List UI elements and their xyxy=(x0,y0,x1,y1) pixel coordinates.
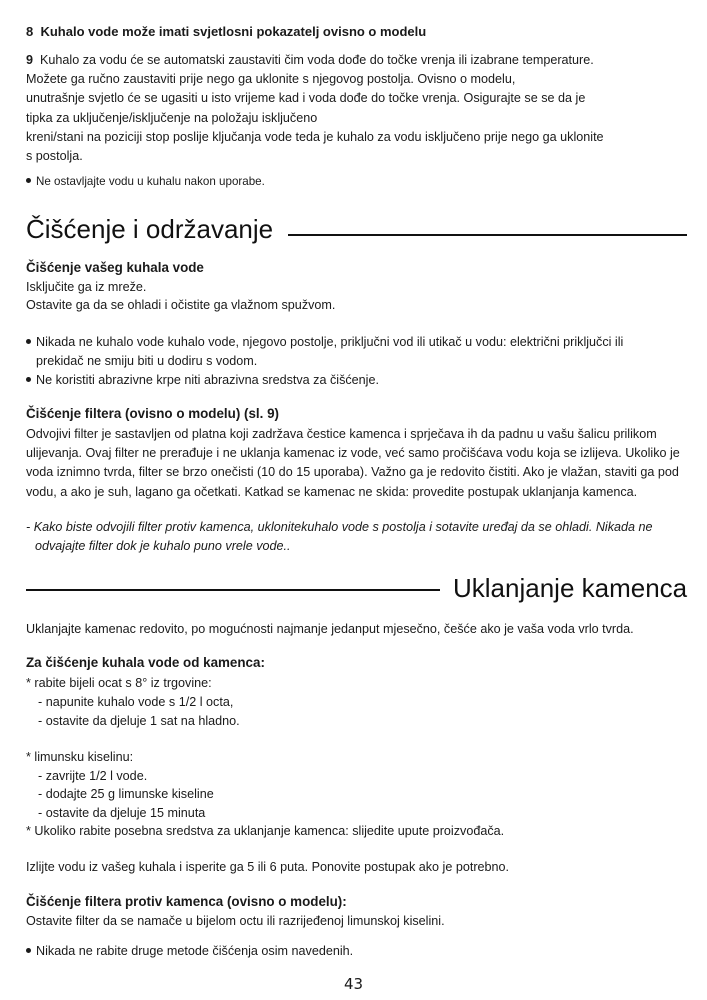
section-title-cleaning: Čišćenje i održavanje xyxy=(26,214,274,244)
cleaning-filter-text xyxy=(26,425,680,502)
paragraph-line: ulijevanja. Ovaj filter ne prerađuje i ne uklanja kamenac iz vode, već samo pročišćava vodu koja se izlijeva. Ukoliko je xyxy=(26,446,680,461)
item-9 xyxy=(26,51,604,166)
paragraph-line: voda iznimno tvrda, filter se brzo onečisti (10 do 15 uporaba). Važno ga je redovito čistiti. Ako je vlažan, staviti ga pod xyxy=(26,465,679,480)
descaling-kettle-heading: Za čišćenje kuhala vode od kamenca: xyxy=(26,655,265,670)
item-8-text: Kuhalo vode može imati svjetlosni pokazatelj ovisno o modelu xyxy=(40,24,427,39)
bullet-text: Nikada ne rabite druge metode čišćenja osim navedenih. xyxy=(36,944,354,958)
cleaning-kettle-text xyxy=(26,278,335,315)
vinegar-instructions xyxy=(26,674,240,730)
item-8-number: 8 xyxy=(26,24,34,39)
bullet-icon xyxy=(26,178,31,183)
bullet-icon xyxy=(26,377,31,382)
instruction-line: - zavrijte 1/2 l vode. xyxy=(38,768,148,783)
bullet-text: Ne koristiti abrazivne krpe niti abrazivna sredstva za čišćenje. xyxy=(36,373,379,387)
section-title-descaling: Uklanjanje kamenca xyxy=(453,573,688,603)
instruction-line: * limunsku kiselinu: xyxy=(26,750,134,764)
cleaning-filter-heading: Čišćenje filtera (ovisno o modelu) (sl. 9) xyxy=(26,406,279,421)
note-line: odvajajte filter dok je kuhalo puno vrele vode.. xyxy=(35,539,291,554)
bullet-icon xyxy=(26,948,31,953)
citric-instructions xyxy=(26,748,504,841)
page-number: 43 xyxy=(343,975,364,993)
instruction-line: * rabite bijeli ocat s 8° iz trgovine: xyxy=(26,676,212,690)
paragraph-line: Isključite ga iz mreže. xyxy=(26,280,147,294)
item-9-line: unutrašnje svjetlo će se ugasiti u isto vrijeme kad i voda dođe do točke vrenja. Osigurajte se se da je xyxy=(26,91,586,106)
cleaning-kettle-heading: Čišćenje vašeg kuhala vode xyxy=(26,260,204,275)
item-9-line: tipka za uključenje/isključenje na položaju isključeno xyxy=(26,110,318,125)
instruction-line: - napunite kuhalo vode s 1/2 l octa, xyxy=(38,694,234,709)
note-line: - Kako biste odvojili filter protiv kamenca, uklonitekuhalo vode s postolja i sotavite uređaj da se ohladi. Nikada ne xyxy=(26,520,653,534)
item-9-line: Kuhalo za vodu će se automatski zaustaviti čim voda dođe do točke vrenja ili izabrane temperature. xyxy=(40,53,594,67)
paragraph-line: Odvojivi filter je sastavljen od platna koji zadržava čestice kamenca i sprječava ih da padnu u vašu šalicu prilikom xyxy=(26,427,657,441)
descaling-filter-text: Ostavite filter da se namače u bijelom octu ili razrijeđenoj limunskoj kiselini. xyxy=(26,914,445,928)
descaling-intro: Uklanjajte kamenac redovito, po mogućnosti najmanje jedanput mjesečno, češće ako je vaša voda vrlo tvrda. xyxy=(26,622,634,636)
bullet-item xyxy=(26,172,265,191)
cleaning-filter-note xyxy=(26,518,653,556)
section-rule xyxy=(26,589,440,591)
bullet-item xyxy=(26,371,379,390)
item-8 xyxy=(26,23,426,41)
instruction-line: * Ukoliko rabite posebna sredstva za uklanjanje kamenca: slijedite upute proizvođača. xyxy=(26,824,505,838)
bullet-item xyxy=(26,942,353,961)
item-9-line: Možete ga ručno zaustaviti prije nego ga uklonite s njegovog postolja. Ovisno o modelu, xyxy=(26,72,516,87)
section-rule xyxy=(288,234,687,236)
item-9-line: s postolja. xyxy=(26,149,83,164)
paragraph-line: Ostavite ga da se ohladi i očistite ga vlažnom spužvom. xyxy=(26,298,336,313)
instruction-line: - dodajte 25 g limunske kiseline xyxy=(38,787,214,801)
bullet-continuation: prekidač ne smiju biti u dodiru s vodom. xyxy=(36,354,258,368)
paragraph-line: vodu, a ako je suh, lagano ga očetkati. Katkad se kamenac ne skida: provedite postupak uklanjanja kamenca. xyxy=(26,484,638,499)
bullet-text: Ne ostavljajte vodu u kuhalu nakon uporabe. xyxy=(36,175,265,188)
item-9-line: kreni/stani na poziciji stop poslije ključanja vode teda je kuhalo za vodu isključeno prije nego ga uklonite xyxy=(26,129,604,144)
item-9-number: 9 xyxy=(26,53,34,67)
bullet-text: Nikada ne kuhalo vode kuhalo vode, njegovo postolje, priključni vod ili utikač u vodu: električni priključci ili xyxy=(36,335,624,349)
descaling-rinse: Izlijte vodu iz vašeg kuhala i isperite ga 5 ili 6 puta. Ponovite postupak ako je potrebno. xyxy=(26,860,510,874)
instruction-line: - ostavite da djeluje 15 minuta xyxy=(38,805,206,820)
bullet-item xyxy=(26,333,623,352)
descaling-filter-heading: Čišćenje filtera protiv kamenca (ovisno o modelu): xyxy=(26,894,347,909)
instruction-line: - ostavite da djeluje 1 sat na hladno. xyxy=(38,713,240,728)
bullet-icon xyxy=(26,339,31,344)
